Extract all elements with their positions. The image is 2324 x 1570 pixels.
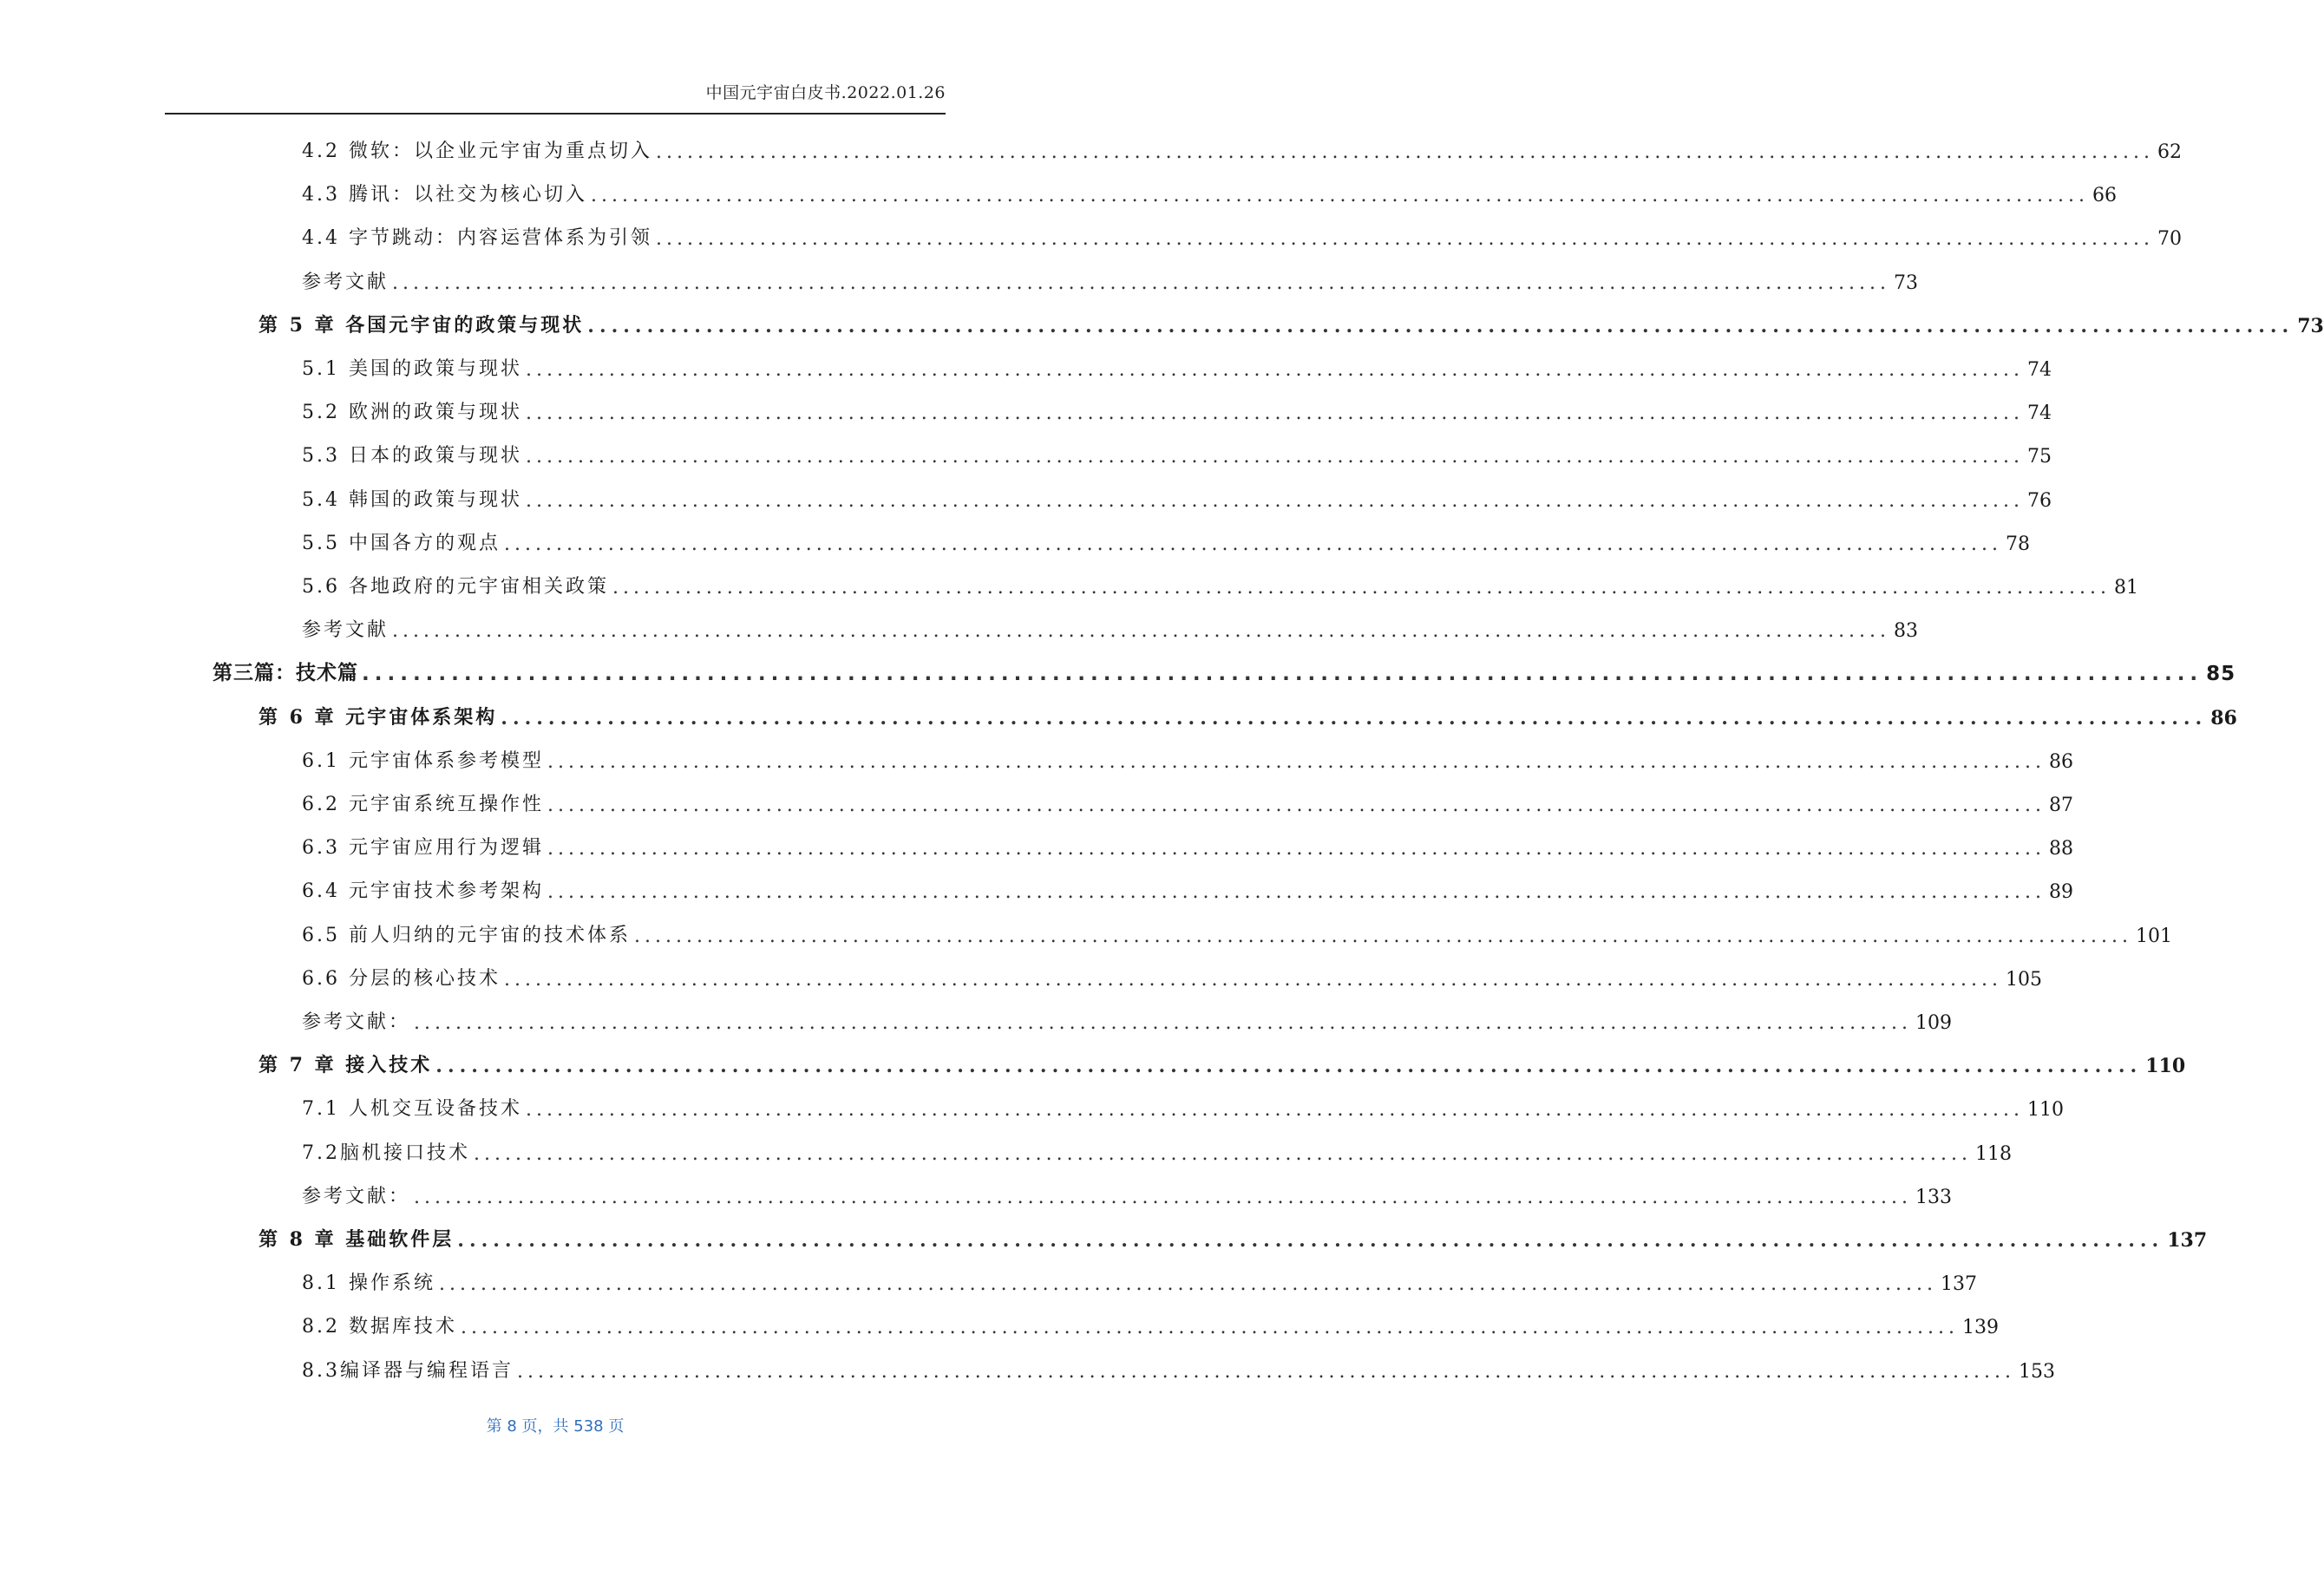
toc-dot-leader: ................................................................................................................................................ (633, 925, 2132, 947)
toc-entry-title: 参考文献 (302, 271, 390, 293)
toc-page-number: 137 (1941, 1273, 1977, 1296)
toc-entry[interactable] (302, 522, 2030, 555)
toc-entry-title: 6.6 分层的核心技术 (302, 967, 501, 990)
toc-page-number: 88 (2049, 838, 2073, 860)
toc-entry[interactable] (302, 1350, 2056, 1383)
toc-page-number: 101 (2136, 925, 2172, 947)
toc-page-number: 133 (1915, 1186, 1953, 1208)
toc-dot-leader: ................................................................................................................................................ (525, 402, 2024, 425)
header-title: 中国元宇宙白皮书.2022.01.26 (705, 83, 946, 102)
toc-entry-title: 第三篇：技术篇 (213, 662, 358, 685)
toc-dot-leader: ................................................................................................................................................ (503, 968, 2002, 991)
toc-entry-title: 第 7 章 接入技术 (259, 1054, 433, 1077)
toc-entry[interactable] (259, 1044, 2186, 1078)
toc-page-number: 89 (2049, 881, 2073, 904)
toc-dot-leader: ................................................................................................................................................ (392, 620, 1891, 643)
toc-dot-leader: ................................................................................................................................................ (501, 706, 2208, 729)
toc-dot-leader: ................................................................................................................................................ (547, 750, 2046, 773)
toc-entry-title: 5.2 欧洲的政策与现状 (302, 402, 522, 424)
toc-entry[interactable] (302, 1262, 1977, 1296)
toc-entry[interactable] (302, 1088, 2064, 1122)
toc-dot-leader: ................................................................................................................................................ (414, 1012, 1913, 1034)
toc-entry-title: 6.5 前人归纳的元宇宙的技术体系 (302, 924, 631, 946)
toc-dot-leader: ................................................................................................................................................ (414, 1186, 1913, 1208)
toc-page-number: 118 (1975, 1142, 2013, 1165)
toc-entry-title: 5.1 美国的政策与现状 (302, 358, 522, 380)
toc-dot-leader: ................................................................................................................................................ (457, 1229, 2164, 1252)
toc-page-number: 86 (2210, 706, 2237, 729)
toc-entry-title: 6.1 元宇宙体系参考模型 (302, 749, 544, 772)
toc-dot-leader: ................................................................................................................................................ (590, 185, 2089, 207)
toc-entry-title: 参考文献： (302, 1185, 411, 1207)
toc-entry[interactable] (302, 740, 2073, 773)
toc-page-number: 137 (2167, 1229, 2208, 1252)
toc-dot-leader: ................................................................................................................................................ (392, 271, 1891, 294)
toc-dot-leader: ................................................................................................................................................ (460, 1317, 1959, 1339)
toc-dot-leader: ................................................................................................................................................ (362, 663, 2203, 686)
toc-dot-leader: ................................................................................................................................................ (547, 795, 2046, 816)
toc-entry-title: 第 8 章 基础软件层 (259, 1228, 455, 1251)
toc-page-number: 109 (1915, 1012, 1953, 1034)
toc-dot-leader: ................................................................................................................................................ (547, 881, 2046, 904)
toc-entry-title: 7.2脑机接口技术 (302, 1142, 470, 1164)
toc-entry-title: 5.6 各地政府的元宇宙相关政策 (302, 576, 609, 598)
toc-page-number: 78 (2006, 533, 2030, 555)
toc-page-number: 139 (1962, 1317, 1999, 1339)
toc-entry[interactable] (302, 435, 2052, 468)
toc-entry[interactable] (302, 566, 2138, 599)
toc-entry-title: 参考文献 (302, 619, 390, 642)
toc-entry-title: 第 5 章 各国元宇宙的政策与现状 (259, 313, 585, 337)
toc-entry-title: 4.3 腾讯：以社交为核心切入 (302, 184, 587, 206)
toc-entry-title: 4.2 微软：以企业元宇宙为重点切入 (302, 141, 652, 162)
toc-entry[interactable] (302, 783, 2073, 816)
toc-page-number: 105 (2006, 968, 2042, 991)
toc-entry-title: 8.3编译器与编程语言 (302, 1359, 514, 1382)
toc-dot-leader: ................................................................................................................................................ (503, 533, 2002, 555)
toc-dot-leader: ................................................................................................................................................ (517, 1360, 2016, 1383)
toc-page-number: 83 (1894, 620, 1919, 643)
toc-dot-leader: ................................................................................................................................................ (474, 1142, 1973, 1165)
toc-entry-title: 8.2 数据库技术 (302, 1316, 457, 1338)
toc-dot-leader: ................................................................................................................................................ (655, 228, 2154, 251)
toc-entry-title: 6.4 元宇宙技术参考架构 (302, 880, 544, 903)
toc-entry-title: 8.1 操作系统 (302, 1272, 435, 1295)
toc-entry[interactable] (302, 914, 2172, 947)
toc-page-number: 62 (2157, 141, 2182, 163)
toc-dot-leader: ................................................................................................................................................ (655, 141, 2154, 163)
page-header (165, 76, 946, 114)
toc-page-number: 70 (2157, 228, 2182, 251)
toc-entry-title: 5.3 日本的政策与现状 (302, 445, 522, 468)
toc-entry[interactable] (302, 391, 2052, 425)
toc-entry[interactable] (302, 958, 2042, 991)
toc-page-number: 73 (2297, 314, 2324, 337)
toc-entry-title: 6.3 元宇宙应用行为逻辑 (302, 837, 544, 860)
toc-entry[interactable] (302, 827, 2073, 860)
toc-page-number: 86 (2049, 750, 2073, 773)
toc-entry[interactable] (302, 217, 2182, 251)
toc-dot-leader: ................................................................................................................................................ (587, 314, 2295, 337)
toc-dot-leader: ................................................................................................................................................ (435, 1055, 2143, 1078)
toc-entry[interactable] (302, 261, 1919, 294)
toc-page-number: 76 (2027, 489, 2052, 512)
toc-entry[interactable] (302, 1305, 1999, 1339)
toc-dot-leader: ................................................................................................................................................ (525, 1099, 2024, 1122)
toc-entry[interactable] (302, 1175, 1953, 1208)
toc-entry[interactable] (302, 348, 2052, 381)
toc-page-number: 74 (2027, 359, 2052, 381)
toc-page-number: 87 (2049, 795, 2073, 816)
toc-dot-leader: ................................................................................................................................................ (612, 577, 2111, 599)
toc-entry-title: 6.2 元宇宙系统互操作性 (302, 794, 544, 815)
toc-entry[interactable] (259, 304, 2324, 337)
page-footer: 第 8 页，共 538 页 (486, 1417, 625, 1436)
toc-entry[interactable] (302, 130, 2182, 163)
toc-page-number: 73 (1894, 271, 1919, 294)
toc-page-number: 81 (2114, 577, 2138, 599)
toc-page-number: 75 (2027, 446, 2052, 468)
toc-page-number: 74 (2027, 402, 2052, 425)
toc-page-number: 66 (2092, 185, 2117, 207)
toc-entry[interactable] (302, 173, 2117, 207)
toc-dot-leader: ................................................................................................................................................ (525, 489, 2024, 512)
toc-entry[interactable] (213, 652, 2236, 686)
toc-dot-leader: ................................................................................................................................................ (525, 359, 2024, 381)
toc-page-number: 110 (2145, 1055, 2186, 1078)
toc-dot-leader: ................................................................................................................................................ (525, 446, 2024, 468)
toc-page-number: 110 (2027, 1099, 2064, 1122)
toc-entry-title: 7.1 人机交互设备技术 (302, 1098, 522, 1121)
toc-entry-title: 5.4 韩国的政策与现状 (302, 488, 522, 511)
toc-entry[interactable] (259, 1219, 2208, 1252)
toc-page-number: 85 (2206, 663, 2236, 686)
toc-entry-title: 4.4 字节跳动：内容运营体系为引领 (302, 227, 652, 250)
toc-entry[interactable] (302, 870, 2073, 904)
toc-page-number: 153 (2019, 1360, 2056, 1383)
toc-entry-title: 参考文献： (302, 1011, 411, 1033)
toc-entry[interactable] (259, 697, 2237, 729)
toc-entry[interactable] (302, 609, 1919, 643)
toc-dot-leader: ................................................................................................................................................ (438, 1273, 1937, 1296)
toc-dot-leader: ................................................................................................................................................ (547, 838, 2046, 860)
toc-entry-title: 第 6 章 元宇宙体系架构 (259, 705, 498, 729)
toc-entry-title: 5.5 中国各方的观点 (302, 532, 501, 554)
toc-entry[interactable] (302, 1132, 2013, 1165)
toc-entry[interactable] (302, 479, 2052, 512)
toc-entry[interactable] (302, 1001, 1953, 1034)
